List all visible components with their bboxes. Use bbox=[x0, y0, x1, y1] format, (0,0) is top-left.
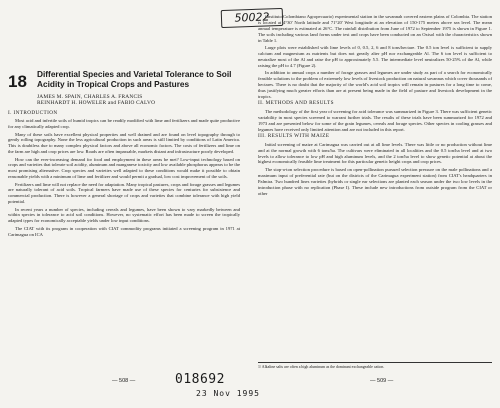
chapter-number: 18 bbox=[8, 72, 27, 91]
authors-line-1: JAMES M. SPAIN, CHARLES A. FRANCIS bbox=[37, 94, 143, 100]
paragraph: Most acid and infertile soils of humid tropics can be readily modified with lime and fertilizers and made quite productive for any climatically adapted crop. bbox=[8, 118, 240, 130]
section-heading-introduction: I. INTRODUCTION bbox=[8, 110, 58, 116]
paragraph: Fertilizers and lime will not replace the need for adaptation. Many tropical pastures, crops and forage grasses and legumes are naturally tolerant of acid soils. Tropical farmers have made use of these species for centuries for subsistence and commercial production. There is however a general shortage of crops and varieties that combine tolerance with high yield potential. bbox=[8, 181, 240, 205]
paragraph: The stop-a-ton selection procedure is based on open-pollination pursued selection pressure on the male pollinations and a maximum input of preferential rate (but on the districts of the Carimagua experiment station) from CIAT's headquarters in Palmira. Two hundred lines varieties (hybrids or single ear selections are planted each season under the two low levels in the introduction phase with no replication (Phase I). These include new introductions from outside program from the CIAT or other bbox=[258, 166, 492, 196]
page-number-left: — 508 — bbox=[112, 378, 136, 384]
authors-line-2: REINHARDT H. HOWELER and FABIO CALVO bbox=[37, 100, 156, 107]
right-column bbox=[258, 14, 492, 198]
accession-stamp-number: 018692 bbox=[175, 372, 225, 387]
paragraph: Large plots were established with lime levels of 0, 0.5, 2, 6 and 8 tons/hectare. The 0.5 ton level is sufficient to supply calcium and magnesium as nutrients but does not greatly alter pH nor exchangeable Al. The 6 ton level is sufficient to neutralize most of the Al and raise the pH to approximately 5.5. The intermediate level neutralizes 50-25% of the Al, while raising the pH to 4.7 (Figure 2). bbox=[258, 45, 492, 68]
paragraph: Initial screening of maize at Carimagua was carried out at all lime levels. There was little or no production without lime and at the normal growth with 6 tons/ha. The cultivars were eliminated in all localities and the 0.5 ton/ha level and at two levels to allow tolerance to low pH and high aluminum levels, and the 2 ton/ha level to show genetic potential at about the highest economically feasible lime treatment for this particular genetic height crops and crop prices. bbox=[258, 141, 492, 165]
section-heading-maize: III. RESULTS WITH MAIZE bbox=[258, 133, 330, 140]
paragraph: Many of these soils have excellent physical properties and well drained and are found on level topography through to gently rolling topography. None the less agricultural production in such areas is still limited by conditions of Latin America. This is doubtless due to many complex physical factors and above all economic factors. The costs of fertilizers and lime on the farm are high and crop prices are low. Roads are often impassable, markets distant and infrastructure poorly developed. bbox=[8, 131, 240, 155]
paragraph: In recent years a number of species, including cereals and legumes, have been shown to vary markedly between and within species in tolerance to acid soil conditions. However, no systematic effort has been made to screen the tropically adapted types for economically acceptable yields under low input conditions. bbox=[8, 206, 240, 224]
paragraph: (Instituto Colombiano Agropecuario) experimental station in the savannah covered eastern plains of Colombia. The station is located at 4°30' North latitude and 71°20' West longitude at an elevation of 150-175 meters above sea level. The mean annual temperature is estimated at 26°C. The rainfall distribution from June of 1972 to September 1975 is shown in Figure 1. The soils including various land forms under test and crops have been conducted on an Oxisol with the characteristics shown in Table 1. bbox=[258, 14, 492, 43]
chapter-authors bbox=[37, 94, 237, 107]
paragraph: The CIAT with its program in cooperation with CIAT commodity programs initiated a screening program in 1971 at Carimagua on ICA bbox=[8, 225, 240, 237]
handwritten-reference-number: 50022 bbox=[221, 8, 284, 28]
paragraph: How can the ever-increasing demand for food and employment in these areas be met? Low-input technology based on crops and varieties that tolerate soil acidity, aluminum and manganese toxicity and low available phosphorus appears to be the most promising alternative. Crop species and varieties well adapted to these conditions would make it possible to obtain reasonable yields with a minimum of lime and fertilizer and would permit a gradual, low cost improvement of the soils. bbox=[8, 156, 240, 180]
accession-stamp-date: 23 Nov 1995 bbox=[196, 389, 260, 398]
section-heading-methods: II. METHODS AND RESULTS bbox=[258, 100, 334, 107]
paragraph: In addition to annual crops a number of forage grasses and legumes are under study as part of a search for economically feasible solutions to the problem of extremely low levels of livestock production on natural savannas which cover thousands of hectares. There is no doubt that the majority of the world's acid soil tropics will remain in pastures for a long time to come, thus justifying much greater efforts than are at present being made in the field of pasture and livestock development in the tropics. bbox=[258, 70, 492, 99]
page-number-right: — 509 — bbox=[370, 378, 394, 384]
footnote: 1/ Alkaline salts are often a high aluminum as the dominant exchangeable cation. bbox=[258, 362, 492, 370]
left-column bbox=[8, 111, 240, 239]
paragraph: The methodology of the first year of screening for acid tolerance was summarized in Figure 3. There was sufficient genetic variability in most species screened to warrant further trials. The results of these trials have been summarized for 1972 and 1973 and are presented below for some of the grain legumes, cereals and forage species. Other species in cooling grasses and legumes have received only limited attention and are not included in this report. bbox=[258, 108, 492, 132]
chapter-title: Differential Species and Varietal Tolerance to Soil Acidity in Tropical Crops and Pastures bbox=[37, 69, 232, 89]
